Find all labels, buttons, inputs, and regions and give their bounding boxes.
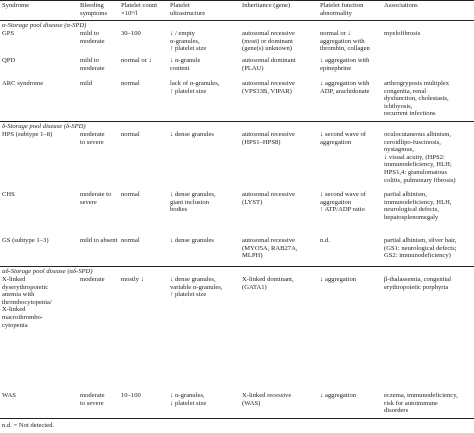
- header-bleeding: Bleeding symptoms: [80, 2, 108, 17]
- section-rule: [0, 266, 474, 267]
- row-chs-function: ↓ second wave of aggregation ↑ ATP/ADP ratio: [320, 191, 366, 214]
- row-arc-syndrome: ARC syndrome: [2, 80, 44, 87]
- header-count: Platelet count ×10⁹/l: [121, 2, 158, 17]
- section-rule: [0, 121, 474, 122]
- section-title-alpha-delta: αδ-Storage pool disease (αδ-SPD): [2, 268, 93, 275]
- row-qpd-inheritance: autosomal dominant (PLAU): [242, 57, 296, 72]
- row-arc-ultrastructure: lack of α-granules, ↑ platelet size: [170, 80, 220, 95]
- row-was-bleeding: moderate to severe: [80, 392, 105, 407]
- row-gps-inheritance: autosomal recessive (most) or dominant (gene(s) unknown): [242, 30, 295, 53]
- row-gps-ultrastructure: ↓ / empty α-granules, ↑ platelet size: [170, 30, 207, 53]
- row-chs-bleeding: moderate to severe: [80, 191, 112, 206]
- row-gs-syndrome: GS (subtype 1–3): [2, 237, 49, 244]
- row-gps-bleeding: mild to moderate: [80, 30, 105, 45]
- row-gs-function: n.d.: [320, 237, 330, 244]
- header-ultrastructure: Platelet ultrastructure: [170, 2, 206, 17]
- row-qpd-bleeding: mild to moderate: [80, 57, 105, 72]
- row-gps-syndrome: GPS: [2, 30, 15, 37]
- row-hps-associations: oculocutaneous albinism, ceroidlipo-fuscinosis, nystagmus, ↓ visual acuity, (HPS2: immunodeficiency, HLH; HPS1,4: granulomatous colitis, pulmonary fibrosis): [384, 131, 456, 184]
- row-was-count: 10–100: [121, 392, 141, 399]
- row-was-function: ↓ aggregation: [320, 392, 357, 399]
- row-gps-count: 30–100: [121, 30, 141, 37]
- row-gs-bleeding: mild to absent: [80, 237, 118, 244]
- row-arc-count: normal: [121, 80, 140, 87]
- row-chs-inheritance: autosomal recessive (LYST): [242, 191, 295, 206]
- row-qpd-count: normal or ↓: [121, 57, 152, 64]
- row-xlinked-bleeding: moderate: [80, 276, 105, 283]
- row-chs-associations: partial albinism, immunodeficiency, HLH, neurological defects, hepatosplenomegaly: [384, 191, 452, 221]
- row-gps-associations: myelofibrosis: [384, 30, 421, 37]
- row-gps-function: normal or ↓ aggregation with thrombin, collagen: [320, 30, 370, 53]
- row-qpd-ultrastructure: ↓ α-granule content: [170, 57, 201, 72]
- row-gs-inheritance: autosomal recessive (MYO5A, RAB27A, MLPH): [242, 237, 298, 260]
- header-syndrome: Syndrome: [2, 2, 30, 9]
- row-qpd-syndrome: QPD: [2, 57, 16, 64]
- row-was-associations: eczema, immunodeficiency, risk for autoimmune disorders: [384, 392, 458, 415]
- row-gs-ultrastructure: ↓ dense granules: [170, 237, 214, 244]
- row-arc-function: ↓ aggregation with ADP, arachidonate: [320, 80, 370, 95]
- header-inheritance: Inheritance (gene): [242, 2, 291, 9]
- section-title-alpha: α-Storage pool disease (α-SPD): [2, 22, 87, 29]
- row-gs-associations: partial albinism, silver hair, (GS1: neurological defects; GS2: immunodeficiency): [384, 237, 457, 260]
- row-gs-count: normal: [121, 237, 140, 244]
- row-arc-bleeding: mild: [80, 80, 93, 87]
- row-xlinked-syndrome: X-linked dyserythropoietic anemia with thrombocytopenia/ X-linked macrothrombo- cytopenia: [2, 276, 52, 329]
- row-chs-syndrome: CHS: [2, 191, 15, 198]
- bottom-rule: [0, 418, 474, 419]
- row-hps-ultrastructure: ↓ dense granules: [170, 131, 214, 138]
- row-xlinked-function: ↓ aggregation: [320, 276, 357, 283]
- header-function: Platelet function abnormality: [320, 2, 364, 17]
- row-hps-count: normal: [121, 131, 140, 138]
- row-hps-inheritance: autosomal recessive (HPS1–HPS8): [242, 131, 295, 146]
- row-was-ultrastructure: ↓ α-granules, ↓ platelet size: [170, 392, 207, 407]
- row-xlinked-count: mostly ↓: [121, 276, 144, 283]
- row-arc-inheritance: autosomal recessive (VPS33B, VIPAR): [242, 80, 295, 95]
- row-chs-ultrastructure: ↓ dense granules, giant inclusion bodies: [170, 191, 216, 214]
- row-was-syndrome: WAS: [2, 392, 16, 399]
- row-chs-count: normal: [121, 191, 140, 198]
- row-xlinked-inheritance: X-linked dominant, (GATA1): [242, 276, 294, 291]
- row-hps-syndrome: HPS (subtype 1–8): [2, 131, 53, 138]
- row-qpd-function: ↓ aggregation with epinephrine: [320, 57, 370, 72]
- row-hps-function: ↓ second wave of aggregation: [320, 131, 366, 146]
- row-arc-associations: arthrogryposis multiplex congenita, renal dysfunction, cholestasis, ichthyosis, recurrent infections: [384, 80, 450, 118]
- header-associations: Associations: [384, 2, 418, 9]
- section-title-delta: δ-Storage pool disease (δ-SPD): [2, 123, 86, 130]
- header-row: [0, 0, 474, 20]
- row-was-inheritance: X-linked recessive (WAS): [242, 392, 292, 407]
- footnote: n.d. = Not detected.: [2, 422, 55, 429]
- row-hps-bleeding: moderate to severe: [80, 131, 105, 146]
- row-xlinked-associations: β-thalassemia, congenital erythropoietic porphyria: [384, 276, 452, 291]
- header-rule: [0, 20, 474, 21]
- row-xlinked-ultrastructure: ↓ dense granules, variable α-granules, ↑ platelet size: [170, 276, 223, 299]
